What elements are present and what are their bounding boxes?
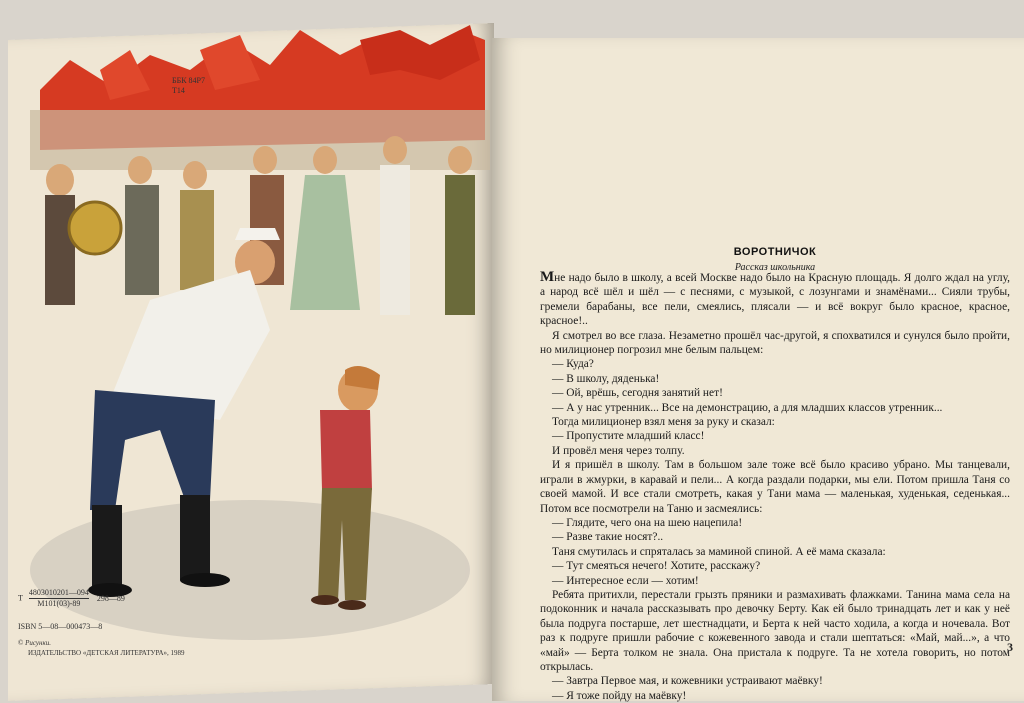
- paragraph: Таня смутилась и спряталась за маминой спиной. А её мама сказала:: [552, 545, 886, 558]
- copyright-publisher: ИЗДАТЕЛЬСТВО «ДЕТСКАЯ ЛИТЕРАТУРА», 1989: [28, 649, 185, 657]
- paragraph: — Завтра Первое мая, и кожевники устраивают маёвку!: [552, 675, 823, 688]
- paragraph: — Интересное если — хотим!: [552, 574, 699, 587]
- paragraph: Ребята притихли, перестали грызть пряники и размахивать флажками. Танина мама села на подоконник и начала рассказывать про девочку Берту. Как ей было тринадцать лет и как у неё была подруга постарше, лет шестнадцати, и Берта к ней часто ходила, а когда и ночевала. Вот раз к подруге пришли рабочие с кожевенного завода и стали шептаться: «Май, май...», а что «май» — Берта толком не знала. Она пристала к подруге. Та не хотела говорить, но потом открылась.: [540, 588, 1010, 673]
- paragraph: — Пропустите младший класс!: [552, 430, 705, 443]
- page-number: 3: [1007, 640, 1013, 654]
- paragraph: Тогда милиционер взял меня за руку и сказал:: [552, 416, 775, 429]
- catalog-denominator: М101(03)-89: [37, 599, 81, 608]
- paragraph: — Разве такие носят?..: [552, 531, 664, 544]
- copyright-symbol: ©: [18, 639, 24, 647]
- paragraph: — Тут смеяться нечего! Хотите, расскажу?: [552, 560, 761, 573]
- copyright: [18, 638, 185, 658]
- paragraph: И я пришёл в школу. Там в большом зале тоже всё было красиво убрано. Мы танцевали, играли в жмурки, в каравай и пели... А когда раздали подарки, мы ели. Потом пришла Таня со своей мамой. И все стали смотреть, какая у Тани мама — маленькая, худенькая, седенькая... Потом все посмотрели на Таню и засмеялись:: [540, 459, 1010, 515]
- story-title: ВОРОТНИЧОК: [733, 246, 817, 258]
- paragraph: — Куда?: [552, 358, 594, 371]
- paragraph: — Ой, врёшь, сегодня занятий нет!: [552, 387, 723, 400]
- paragraph: — Я тоже пойду на маёвку!: [552, 689, 687, 702]
- catalog-t: Т: [18, 593, 23, 603]
- catalog-numerator: 4803010201—094: [28, 588, 89, 597]
- story-text: [540, 270, 1010, 703]
- paragraph: Мне надо было в школу, а всей Москве надо было на Красную площадь. Я долго ждал на углу, а народ всё шёл и шёл — с песнями, с музыкой, с лозунгами и знамёнами... Сияли трубы, гремели барабаны, все пели, смеялись, плясали — и всё вокруг было красное, красное, красное!..: [540, 269, 1010, 328]
- copyright-label: Рисунки.: [25, 639, 52, 647]
- dropcap: М: [540, 269, 555, 285]
- paragraph: И провёл меня через толпу.: [552, 444, 685, 457]
- paragraph: Я смотрел во все глаза. Незаметно прошёл час-другой, я спохватился и сунулся было пройти, но милиционер погрозил мне белым пальцем:: [540, 329, 1010, 357]
- bbk-label: ББК 84Р7 Т14: [172, 76, 205, 95]
- paragraph: — А у нас утренник... Все на демонстрацию, а для младших классов утренник...: [552, 401, 943, 414]
- paragraph: — Глядите, чего она на шею нацепила!: [552, 516, 743, 529]
- catalog-tail: 298—89: [96, 593, 125, 603]
- story-subtitle: Рассказ школьника: [734, 262, 816, 273]
- isbn: ISBN 5—08—000473—8: [18, 622, 103, 631]
- catalog-block: [18, 588, 168, 609]
- paragraph: — В школу, дяденька!: [552, 372, 660, 385]
